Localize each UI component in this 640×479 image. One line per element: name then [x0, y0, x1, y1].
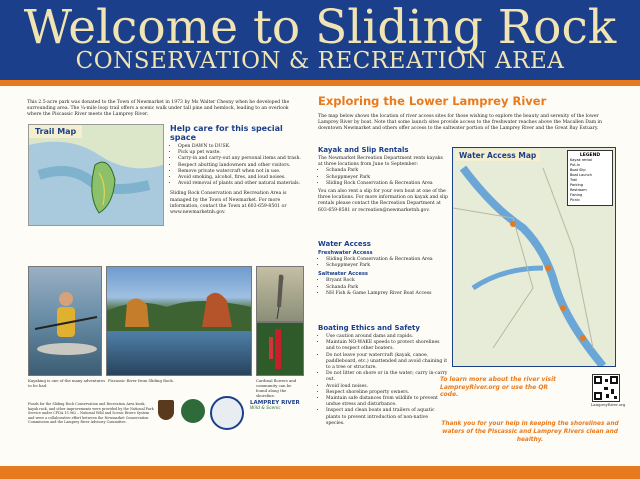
kayak-photo-graphic [29, 267, 101, 375]
thank-you-text: Thank you for your help in keeping the shorelines and waters of the Piscassic and Lamprey Rivers clean and healthy. [441, 421, 619, 443]
funding-text: Funds for the Sliding Rock Conservation and Recreation Area kiosk, kayak rack, and other improvements were provided by the National Park Service under CFDA 15.962 – National Wild and Scenic Rivers System and were a collaborative effort between the Newmarket Conservation Commission and the Lamprey River Advisory Committee. [28, 402, 154, 425]
legend-title: LEGEND [579, 153, 601, 158]
list-item: • Sliding Rock Conservation & Recreation Area [326, 181, 448, 187]
qr-code-graphic [593, 375, 619, 401]
list-item: • Maintain safe distances from wildlife to prevent undue stress and disturbance. [326, 396, 448, 408]
lamprey-logo-text: LAMPREY RIVER [250, 400, 300, 406]
header-banner [0, 0, 640, 86]
river-caption: Piscassic River from Sliding Rock. [108, 378, 174, 383]
intro-text: This 2.5-acre park was donated to the Town of Newmarket in 1973 by Ms Walter Chesny when he developed the surrounding area. The ¼-mile loop trail offers a scenic walk under tall pine and hemlock, leading to an overlook where the Piscassic River meets the Lamprey River. [27, 100, 290, 118]
trail-map [28, 124, 164, 226]
list-item: • Avoid removal of plants and other natural materials. [178, 181, 305, 187]
salt-list [318, 278, 448, 297]
water-access-map [452, 147, 616, 367]
list-item: • Respect shoreline property owners. [326, 390, 448, 396]
list-item: • Do not litter on shore or in the water; carry in-carry out. [326, 371, 448, 383]
heron-photo-graphic [257, 267, 303, 321]
list-item: • Do not leave your watercraft (kayak, canoe, paddleboard, etc.) unattended and avoid chaining it to a tree or structure. [326, 353, 448, 372]
learn-more-text: To learn more about the river visit LampreyRiver.org or use the QR code. [440, 376, 557, 398]
kayak-title: Kayak and Slip Rentals [318, 146, 409, 154]
water-map-label: Water Access Map [455, 150, 540, 161]
list-item: • Schanda Park [326, 168, 448, 174]
kayak-caption: Kayaking is one of the many adventures to be had. [28, 378, 106, 388]
fresh-list [318, 257, 448, 269]
trail-map-graphic [29, 125, 163, 225]
fresh-title: Freshwater Access [318, 250, 373, 256]
cardinal-flower-photo [256, 322, 304, 376]
qr-caption: LampreyRiver.org [590, 402, 626, 407]
right-intro: The map below shows the location of river access sites for those wishing to explore the beauty and serenity of the lower Lamprey River by boat. Note that some launch sites provide access to the freshwater reaches above the Macallen Dam in downtown Newmarket and others offer access to the saltwater portion of the Lamprey River and the Great Bay Estuary. [318, 114, 602, 132]
access-title: Water Access [318, 240, 371, 248]
heron-photo [256, 266, 304, 322]
help-list [170, 144, 305, 187]
list-item: • Schanda Park [326, 285, 448, 291]
river-photo [106, 266, 252, 376]
qr-code[interactable] [592, 374, 620, 402]
list-item: • Inspect and clean boats and trailers of aquatic plants to prevent introduction of non-native species. [326, 408, 448, 427]
kayak-list [318, 168, 448, 187]
list-item: • Open DAWN to DUSK. [178, 144, 305, 150]
ethics-list [318, 334, 448, 427]
footer-stripe [0, 466, 640, 479]
list-item: • Sliding Rock Conservation & Recreation Area [326, 257, 448, 263]
nps-logo [158, 400, 174, 420]
list-item: • Schoppmeyer Park [326, 263, 448, 269]
list-item: • Maintain NO-WAKE speeds to protect shorelines and to respect other boaters. [326, 340, 448, 352]
list-item: • Bryant Rock [326, 278, 448, 284]
page-title: Welcome to Sliding Rock [23, 0, 617, 55]
help-section [170, 124, 305, 216]
kayak-more: You can also rent a slip for your own boat at one of the three locations. For more information on kayak and slip rentals please contact the Recreation Department at 603-659-8581 or recreation@newmarketnh.gov. [318, 189, 448, 213]
legend-item: Fishing [570, 193, 583, 197]
kayak-photo [28, 266, 102, 376]
river-photo-graphic [107, 267, 251, 375]
right-title: Exploring the Lower Lamprey River [318, 94, 547, 108]
managed-text: Sliding Rock Conservation and Recreation Area is managed by the Town of Newmarket. For more information, contact the Town at 603-659-8501 or www.newmarketnh.gov. [170, 191, 287, 216]
map-legend [567, 150, 613, 206]
lamprey-river-logo [250, 400, 300, 420]
help-title: Help care for this special space [170, 124, 283, 142]
list-item: • NH Fish & Game Lamprey River Boat Access [326, 291, 448, 297]
cardinal-flower-graphic [257, 323, 303, 375]
list-item: • Remove private watercraft when not in use. [178, 169, 305, 175]
list-item: • Pick up pet waste. [178, 150, 305, 156]
ethics-title: Boating Ethics and Safety [318, 324, 420, 332]
wild-scenic-logo [180, 398, 206, 424]
list-item: • Use caution around dams and rapids. [326, 334, 448, 340]
list-item: • Respect abutting landowners and other visitors. [178, 163, 305, 169]
kayak-section [318, 146, 448, 214]
list-item: • Schoppmeyer Park [326, 175, 448, 181]
legend-item: Parking [570, 183, 583, 187]
list-item: • Avoid smoking, alcohol, fires, and loud noises. [178, 175, 305, 181]
newmarket-seal-logo [210, 396, 244, 430]
lamprey-logo-subtext: Wild & Scenic [250, 406, 281, 411]
page-subtitle: CONSERVATION & RECREATION AREA [75, 48, 565, 74]
list-item: • Carry-in and carry-out any personal items and trash. [178, 156, 305, 162]
list-item: • Avoid loud noises. [326, 384, 448, 390]
trail-map-label: Trail Map [29, 125, 82, 138]
legend-item: Restroom [570, 188, 587, 192]
legend-item: Picnic [570, 198, 581, 202]
legend-item: Boat Slip [570, 168, 586, 172]
salt-title: Saltwater Access [318, 271, 369, 278]
kayak-text: The Newmarket Recreation Department rents kayaks at three locations from June to September: [318, 156, 443, 168]
legend-item: Kayak rental [570, 158, 592, 162]
ethics-section [318, 324, 448, 427]
legend-item: Trail [570, 178, 578, 182]
header-stripe [0, 80, 640, 86]
legend-item: Put-In [570, 163, 581, 167]
access-section [318, 240, 448, 297]
legend-item: Boat Launch [570, 173, 592, 177]
cardinal-caption: Cardinal flowers and community can be found along the shoreline. [256, 378, 297, 398]
